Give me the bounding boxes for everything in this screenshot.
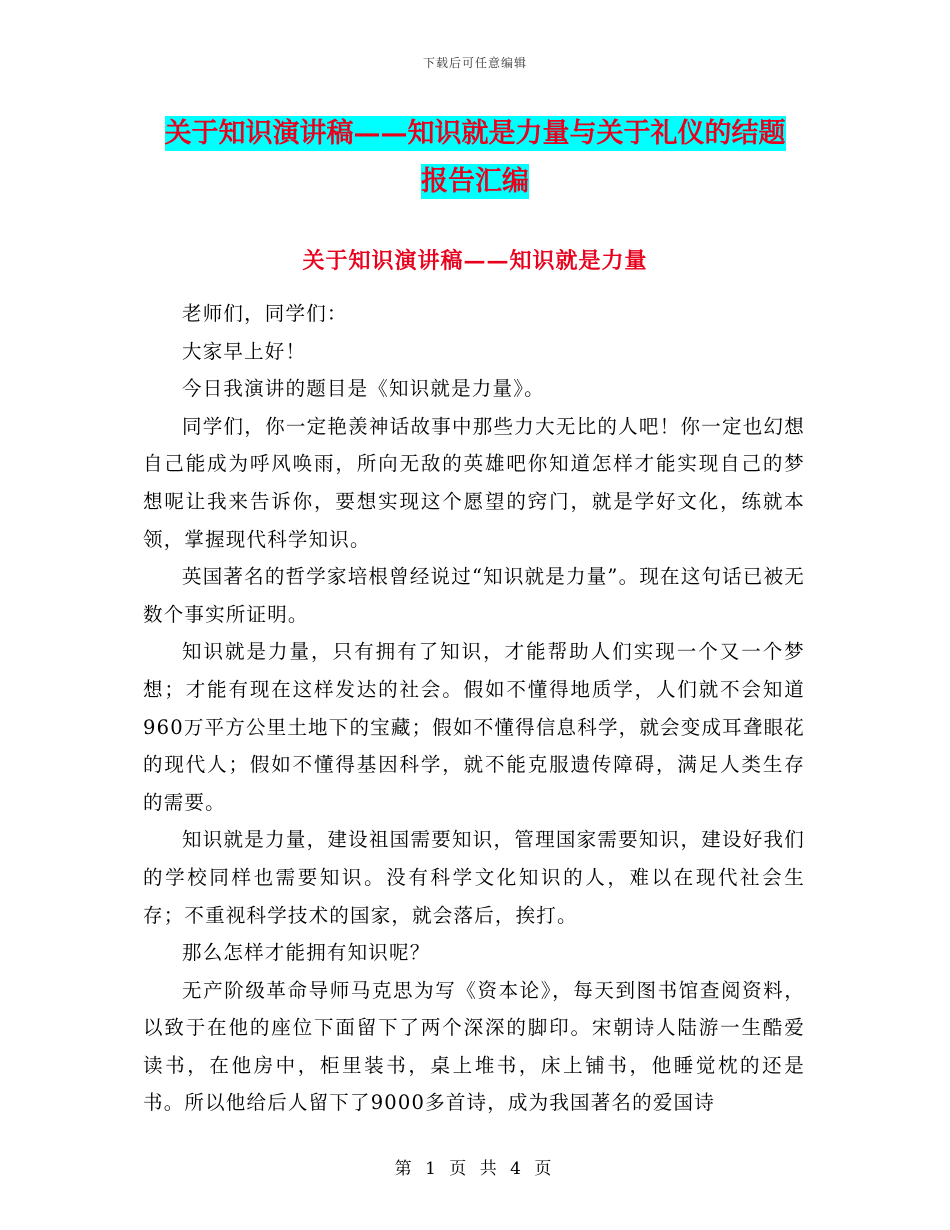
page-number: 第 1 页 共 4 页	[394, 1159, 556, 1179]
paragraph: 今日我演讲的题目是《知识就是力量》。	[182, 377, 545, 401]
paragraph: 知识就是力量，只有拥有了知识，才能帮助人们实现一个又一个梦想；才能有现在这样发达的社会。假如不懂得地质学，人们就不会知道960万平方公里土地下的宝藏；假如不懂得信息科学，就会变成耳聋眼花的现代人；假如不懂得基因科学，就不能克服遗传障碍，满足人类生存的需要。	[143, 640, 805, 814]
section-title: 关于知识演讲稿——知识就是力量	[302, 248, 648, 274]
paragraph: 老师们，同学们：	[182, 302, 348, 325]
paragraph: 大家早上好！	[182, 339, 307, 363]
paragraph: 无产阶级革命导师马克思为写《资本论》，每天到图书馆查阅资料，以致于在他的座位下面留下了两个深深的脚印。宋朝诗人陆游一生酷爱读书，在他房中，柜里装书，桌上堆书，床上铺书，他睡觉枕的还是书。所以他给后人留下了9000多首诗，成为我国著名的爱国诗	[143, 978, 805, 1115]
document-title-line1: 关于知识演讲稿——知识就是力量与关于礼仪的结题	[164, 118, 786, 149]
paragraph: 知识就是力量，建设祖国需要知识，管理国家需要知识，建设好我们的学校同样也需要知识。没有科学文化知识的人，难以在现代社会生存；不重视科学技术的国家，就会落后，挨打。	[143, 828, 805, 927]
document-title-line2: 报告汇编	[421, 166, 529, 197]
document-title	[140, 110, 810, 206]
paragraph: 那么怎样才能拥有知识呢？	[182, 941, 431, 965]
header-note: 下载后可任意编辑	[422, 56, 527, 70]
paragraph: 英国著名的哲学家培根曾经说过“知识就是力量”。现在这句话已被无数个事实所证明。	[143, 565, 805, 626]
body-text	[143, 295, 805, 1122]
paragraph: 同学们，你一定艳羡神话故事中那些力大无比的人吧！你一定也幻想自己能成为呼风唤雨，所向无敌的英雄吧你知道怎样才能实现自己的梦想呢让我来告诉你，要想实现这个愿望的窍门，就是学好文化，练就本领，掌握现代科学知识。	[143, 414, 805, 551]
